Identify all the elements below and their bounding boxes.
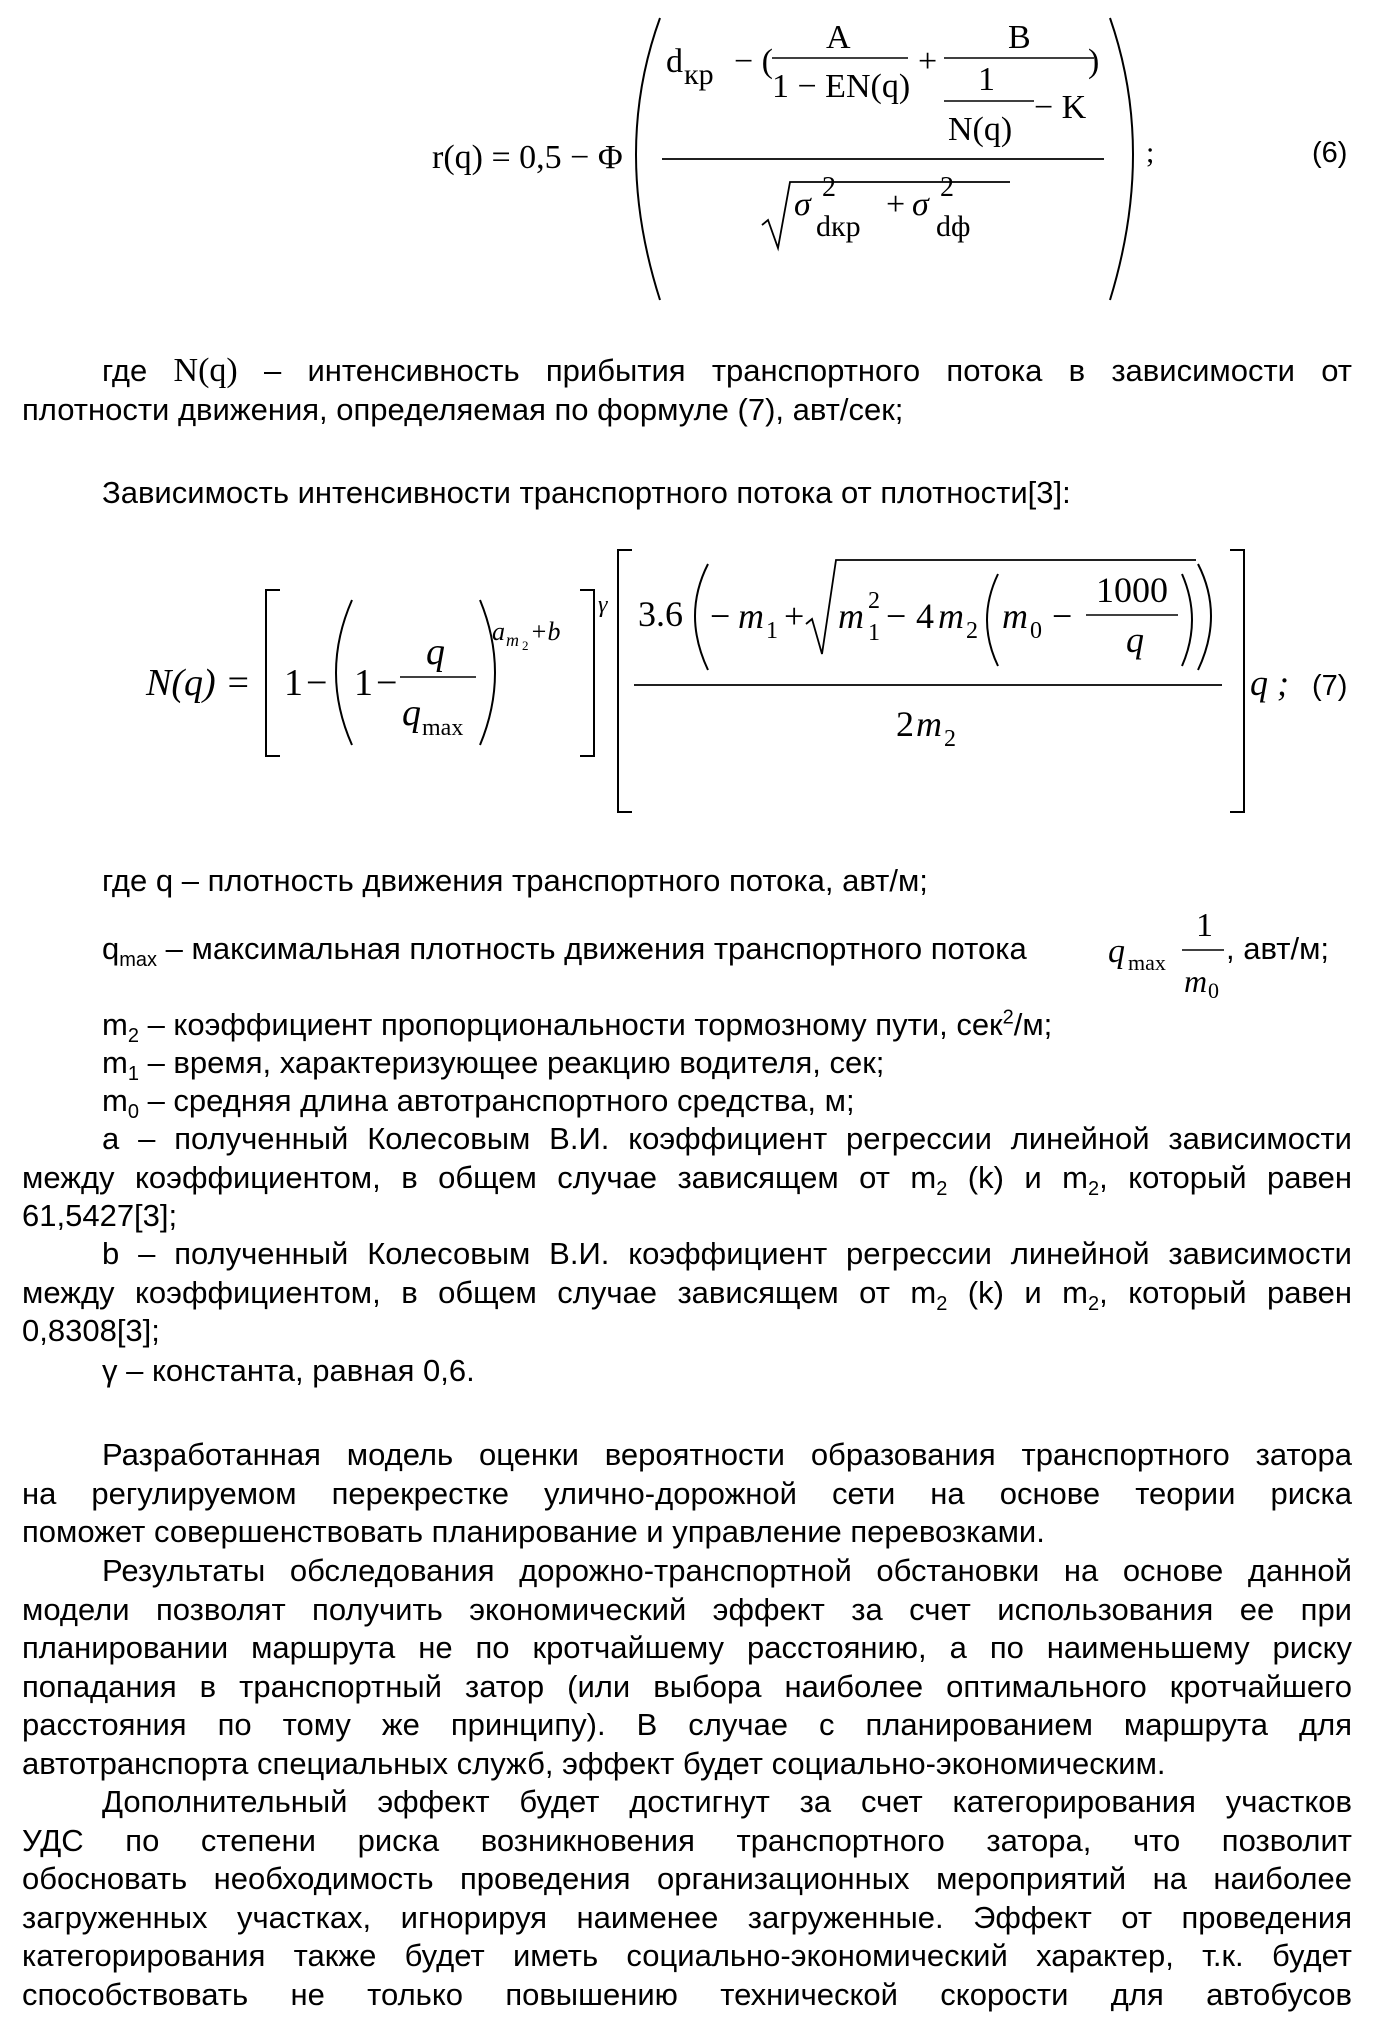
formula-6-semicolon: ;	[1146, 136, 1155, 169]
formula-6-one: 1	[978, 61, 995, 98]
formula-7-m1: m	[738, 596, 764, 636]
formula-7-number: (7)	[1312, 670, 1348, 702]
formula-6-right-paren	[1110, 18, 1133, 300]
formula-7-q-den: q	[1126, 620, 1144, 660]
formula-7-m1-sq: m	[838, 596, 864, 636]
formula-7-qmax-sub: max	[422, 715, 464, 741]
formula-7-den-2: 2	[896, 704, 914, 744]
formula-7-coef: 3.6	[638, 594, 683, 634]
svg-text:m: m	[1184, 963, 1208, 999]
formula-7-four: 4	[916, 596, 934, 636]
formula-6-sigma-2-sup: 2	[940, 172, 954, 203]
def-m2: $m_2$ – коэффициент пропорциональности тормозному пути, сек$^2$/м;	[102, 1006, 1053, 1048]
formula-7-one: 1	[284, 662, 303, 704]
body-paragraph-1: Разработанная модель оценки вероятности образования транспортного затора на регулируемом перекрестке улично-дорожной сети на основе теории риска поможет совершенствовать планирование и управление перевозками.	[22, 1437, 1352, 1549]
def-qmax-unit: , авт/м;	[1226, 931, 1329, 966]
formula-7-minus-5: −	[1052, 596, 1073, 636]
formula-7-minus-2: −	[376, 662, 398, 704]
body-paragraph-2: Результаты обследования дорожно-транспортной обстановки на основе данной модели позволят получить экономический эффект за счет использования ее при планировании маршрута не по кротчайшему расстоянию, а по наименьшему риску попадания в транспортный затор (или выбора наиболее оптимального кротчайшего расстояния по тому же принципу). В случае с планированием маршрута для автотранспорта специальных служб, эффект будет социально-экономическим.	[22, 1553, 1352, 1781]
formula-7-m0-sub: 0	[1030, 618, 1042, 644]
formula-6-plus-2: +	[886, 186, 906, 223]
def-gamma: γ – константа, равная 0,6.	[102, 1353, 475, 1388]
formula-7-qmax-q: q	[402, 692, 421, 734]
formula-7-minus-3: −	[710, 596, 731, 636]
def-m1: $m_1$ – время, характеризующее реакцию водителя, сек;	[102, 1045, 885, 1086]
formula-7-minus-1: −	[306, 662, 328, 704]
formula-7	[0, 540, 1381, 820]
svg-text:1: 1	[1196, 907, 1213, 944]
formula-6-sigma-2: σ	[912, 186, 929, 223]
formula-6-sigma-2-sub: dф	[936, 210, 971, 243]
formula-7-m1-sub: 1	[766, 618, 778, 644]
formula-6-close-paren: )	[1088, 43, 1100, 80]
svg-text:max: max	[1128, 950, 1166, 975]
def-m0: $m_0$ – средняя длина автотранспортного средства, м;	[102, 1083, 855, 1124]
formula-7-inner-one: 1	[354, 662, 373, 704]
formula-7-left-bracket	[266, 590, 280, 756]
nq-def-line-2: плотности движения, определяемая по формуле (7), авт/сек;	[22, 391, 904, 427]
formula-7-thousand: 1000	[1096, 570, 1168, 610]
formula-7-m0-right-paren	[1182, 574, 1192, 666]
formula-6-B: B	[1008, 19, 1031, 56]
formula-7-num-left-paren	[695, 564, 708, 670]
formula-7-m2: m	[938, 596, 964, 636]
formula-6-left-paren	[636, 18, 660, 300]
formula-6-sigma-1-sub: dкр	[816, 210, 861, 243]
formula-6-Nq: N(q)	[948, 111, 1013, 148]
formula-7-exp-a: a	[492, 617, 505, 646]
paragraph-dependence-intro: Зависимость интенсивности транспортного потока от плотности[3]:	[102, 475, 1071, 510]
paragraph-nq-definition	[22, 352, 1352, 429]
body-paragraph-3: Дополнительный эффект будет достигнут за счет категорирования участков УДС по степени риска возникновения транспортного затора, что позволит обосновать необходимость проведения организационных мероприятий на наиболее загруженных участках, игнорируя наименее загруженные. Эффект от проведения категорирования также будет иметь социально-экономический характер, т.к. будет способствовать не только повышению технической скорости для автобусов	[22, 1784, 1352, 2012]
formula-7-inner-left-paren	[336, 600, 352, 745]
formula-6-den-A: 1 − EN(q)	[772, 68, 911, 105]
formula-7-tail: q ;	[1250, 663, 1289, 703]
formula-6	[0, 0, 1381, 320]
formula-7-right-bracket	[580, 590, 594, 756]
formula-6-plus: +	[918, 43, 938, 80]
formula-7-exp-plus-b: +b	[530, 617, 561, 646]
formula-6-sigma-1-sup: 2	[822, 172, 836, 203]
formula-7-exp-m: m	[506, 630, 519, 650]
formula-7-exp-2: 2	[522, 638, 529, 653]
svg-text:0: 0	[1208, 978, 1219, 1003]
nq-def-line-1: где N(q) – интенсивность прибытия транспортного потока в зависимости от	[102, 352, 1352, 389]
formula-6-d: d	[666, 43, 683, 80]
formula-7-m0-left-paren	[987, 574, 998, 666]
formula-6-number: (6)	[1312, 137, 1348, 169]
def-q: где q – плотность движения транспортного потока, авт/м;	[102, 863, 928, 898]
formula-7-m2-sub: 2	[966, 618, 978, 644]
formula-7-m1-sq-sub: 1	[868, 620, 880, 646]
formula-7-minus-4: −	[886, 596, 907, 636]
formula-7-q-num: q	[426, 631, 445, 673]
formula-7-big-left-bracket	[618, 550, 632, 812]
formula-7-m0: m	[1002, 596, 1028, 636]
formula-6-minus-K: − K	[1034, 89, 1087, 126]
svg-text:q: q	[1108, 933, 1125, 970]
formula-6-sigma-1: σ	[794, 186, 811, 223]
formula-6-lhs: r(q) = 0,5 − Φ	[432, 139, 623, 176]
formula-6-d-sub: кр	[684, 58, 714, 91]
formula-7-num-right-paren	[1198, 564, 1211, 670]
formula-7-big-right-bracket	[1230, 550, 1244, 812]
formula-7-gamma: γ	[598, 592, 608, 618]
formula-7-den-m2: m	[916, 704, 942, 744]
nq-symbol: N(q)	[173, 352, 238, 389]
formula-7-m1-sq-sup: 2	[868, 588, 880, 614]
formula-7-den-m2-sub: 2	[944, 726, 956, 752]
def-b: b – полученный Колесовым В.И. коэффициент регрессии линейной зависимости между коэффициентом, в общем случае зависящем от $m_2$ (k) и $m_2$, который равен 0,8308[3];	[22, 1236, 1353, 1348]
formula-7-lhs: N(q) =	[146, 662, 251, 704]
def-a: а – полученный Колесовым В.И. коэффициент регрессии линейной зависимости между коэффициентом, в общем случае зависящем от $m_2$ (k) и $m_2$, который равен 61,5427[3];	[22, 1121, 1353, 1233]
formula-6-A: A	[826, 19, 851, 56]
svg-text:+: +	[784, 596, 805, 636]
formula-6-minus-paren: − (	[734, 43, 773, 80]
def-qmax: $q_{max}$ – максимальная плотность движения транспортного потока	[102, 931, 1027, 972]
